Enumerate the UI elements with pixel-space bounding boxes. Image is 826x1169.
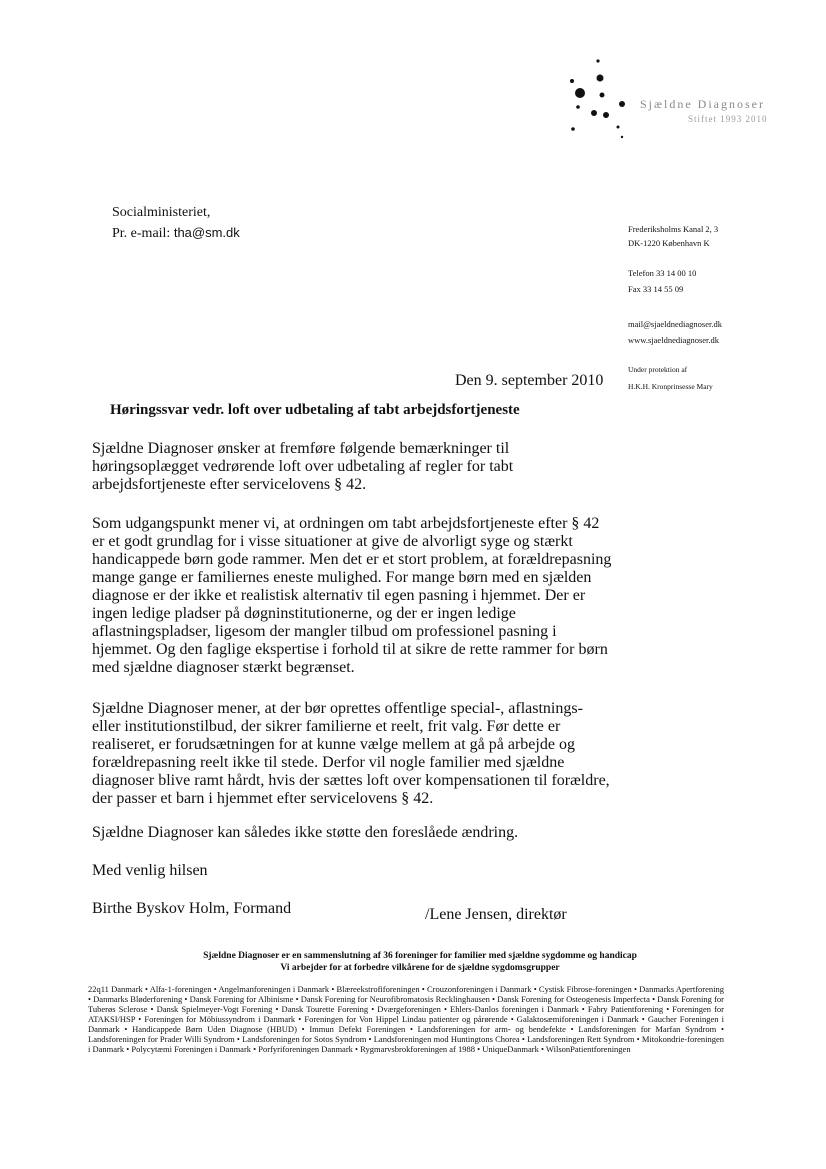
signature-right: /Lene Jensen, direktør [425, 906, 567, 923]
footer-heading [140, 950, 700, 974]
organization-name: Sjældne Diagnoser [640, 97, 765, 111]
address-mail: mail@sjaeldnediagnoser.dk [628, 319, 722, 329]
address-web: www.sjaeldnediagnoser.dk [628, 335, 720, 345]
letter-subject: Høringssvar vedr. loft over udbetaling af tabt arbejdsfortjeneste [110, 402, 520, 418]
body-paragraph-2: Som udgangspunkt mener vi, at ordningen om tabt arbejdsfortjeneste efter § 42 er et godt grundlag for i visse situationer at give de alvorligt syge og stærkt handicappede børn gode rammer. Men det er et stort problem, at forældrepasning mange gange er familiernes eneste mulighed. For mange børn med en sjælden diagnose er der ikke et realistisk alternativ til egen pasning i hjemmet. Der er ingen ledige pladser på døgninstitutionerne, og der er ingen ledige aflastningspladser, ligesom der mangler tilbud om professionel pasning i hjemmet. Og den faglige ekspertise i forhold til at sikre de rette rammer for børn med sjældne diagnoser stærkt begrænset. [92, 515, 612, 676]
recipient-email: tha@sm.dk [173, 225, 240, 240]
recipient-email-prefix: Pr. e-mail: [112, 226, 171, 241]
footer-line-2: Vi arbejder for at forbedre vilkårene for de sjældne sygdomsgrupper [280, 963, 560, 973]
recipient-name: Socialministeriet, [112, 205, 211, 220]
body-paragraph-1: Sjældne Diagnoser ønsker at fremføre følgende bemærkninger til høringsoplægget vedrørende loft over udbetaling af regler for tabt arbejdsfortjeneste efter servicelovens § 42. [92, 440, 514, 493]
protection-line-1: Under protektion af [628, 365, 688, 374]
footer-line-1: Sjældne Diagnoser er en sammenslutning af 36 foreninger for familier med sjældne sygdomme og handicap [203, 951, 637, 961]
body-paragraph-4: Sjældne Diagnoser kan således ikke støtte den foreslåede ændring. [92, 824, 519, 841]
recipient-email-line [112, 223, 240, 244]
address-street: Frederiksholms Kanal 2, 3 [628, 224, 719, 234]
address-fax: Fax 33 14 55 09 [628, 284, 684, 294]
address-phone: Telefon 33 14 00 10 [628, 268, 697, 278]
body-paragraph-3: Sjældne Diagnoser mener, at der bør oprettes offentlige special-, aflastnings- eller institutionstilbud, der sikrer familierne et reelt, frit valg. Før dette er realiseret, er forudsætningen for at kunne vælge mellem at gå på arbejde og forældrepasning reelt ikke til stede. Derfor vil nogle familier med sjældne diagnoser blive ramt hårdt, hvis der sættes loft over kompensationen til forældre, der passer et barn i hjemmet efter servicelovens § 42. [92, 700, 610, 807]
address-city: DK-1220 København K [628, 238, 710, 248]
protection-line-2: H.K.H. Kronprinsesse Mary [628, 382, 713, 391]
organization-established: Stiftet 1993 2010 [688, 114, 768, 124]
letter-date: Den 9. september 2010 [455, 372, 604, 389]
recipient-block [112, 203, 240, 244]
closing-greeting: Med venlig hilsen [92, 862, 208, 879]
footer-member-list: 22q11 Danmark • Alfa-1-foreningen • Angelmanforeningen i Danmark • Blæreekstrofiforeningen • Crouzonforeningen i Danmark • Cystisk Fibrose-foreningen • Danmarks Apertforening • Danmarks Bløderforening • Dansk Forening for Albinisme • Dansk Forening for Neurofibromatosis Recklinghausen • Dansk Forening for Osteogenesis Imperfecta • Dansk Forening for Tuberøs Sclerose • Dansk Spielmeyer-Vogt Forening • Dansk Tourette Forening • Dværgeforeningen • Ehlers-Danlos foreningen i Danmark • Fabry Patientforening • Foreningen for ATAKSI/HSP • Foreningen for Möbiussyndrom i Danmark • Foreningen for Von Hippel Lindau patienter og pårørende • Galaktosæmiforeningen i Danmark • Gaucher Foreningen i Danmark • Handicappede Børn Uden Diagnose (HBUD) • Immun Defekt Foreningen • Landsforeningen for arm- og bendefekte • Landsforeningen for Marfan Syndrom • Landsforeningen for Prader Willi Syndrom • Landsforeningen for Sotos Syndrom • Landsforeningen mod Huntingtons Chorea • Landsforeningen Rett Syndrom • Mitokondrie-foreningen i Danmark • Polycytæmi Foreningen i Danmark • Porfyriforeningen Danmark • Rygmarvsbrokforeningen af 1988 • UniqueDanmark • WilsonPatientforeningen [88, 984, 724, 1054]
signature-left: Birthe Byskov Holm, Formand [92, 900, 292, 917]
dots-logo-icon [560, 55, 630, 140]
